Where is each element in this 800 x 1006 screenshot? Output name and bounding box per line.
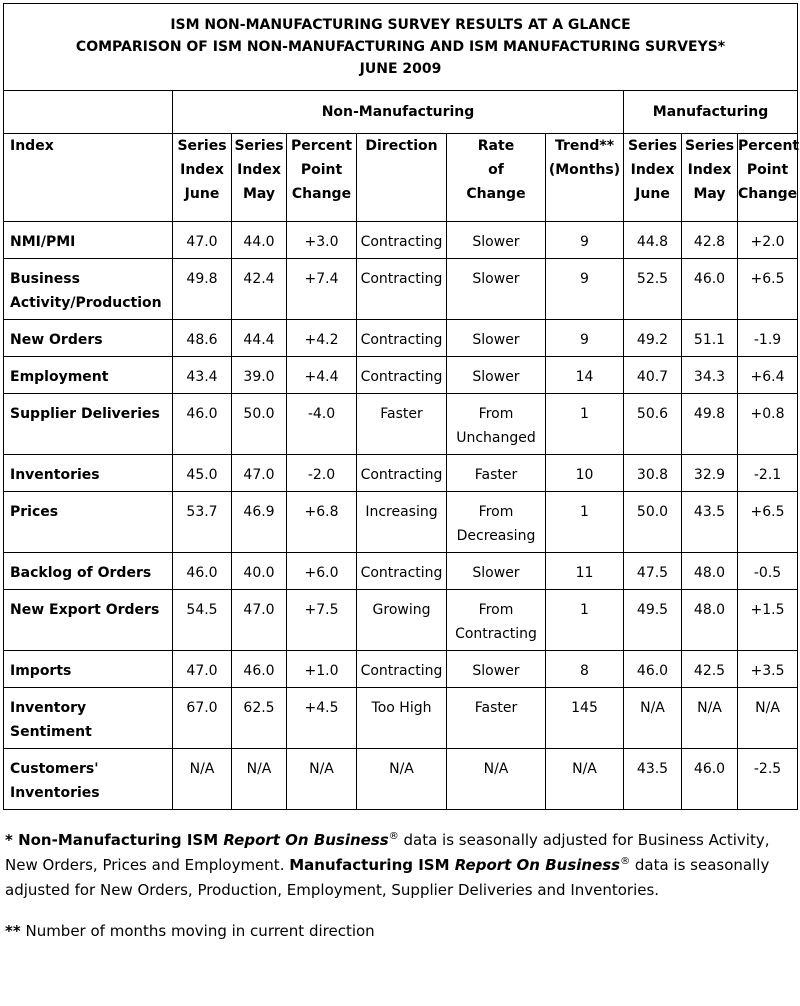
footnote-2-text: Number of months moving in current direction bbox=[20, 922, 375, 940]
cell-trend: 10 bbox=[546, 455, 624, 492]
cell-index: Imports bbox=[4, 651, 173, 688]
cell-nm-june: 53.7 bbox=[173, 492, 232, 553]
cell-nm-change: +6.0 bbox=[287, 553, 357, 590]
cell-direction: Faster bbox=[357, 394, 447, 455]
cell-rate-of-change: Slower bbox=[447, 320, 546, 357]
ism-results-table bbox=[3, 3, 798, 810]
cell-trend: 1 bbox=[546, 394, 624, 455]
cell-m-june: 40.7 bbox=[624, 357, 682, 394]
cell-m-change: +6.4 bbox=[738, 357, 798, 394]
cell-rate-of-change: Slower bbox=[447, 357, 546, 394]
cell-m-change: +1.5 bbox=[738, 590, 798, 651]
footnote-1 bbox=[5, 828, 797, 903]
cell-nm-june: 46.0 bbox=[173, 394, 232, 455]
header-nm-may: Series Index May bbox=[232, 134, 287, 222]
cell-nm-change: +1.0 bbox=[287, 651, 357, 688]
footnote-1-nm-label: Non-Manufacturing ISM bbox=[18, 831, 224, 849]
cell-rate-of-change: From Contracting bbox=[447, 590, 546, 651]
cell-nm-change: +3.0 bbox=[287, 222, 357, 259]
cell-index: Inventory Sentiment bbox=[4, 688, 173, 749]
cell-m-change: +6.5 bbox=[738, 492, 798, 553]
footnote-1-text-2: data is seasonally adjusted for New Orders, Production, Employment, Supplier Deliveries and Inventories. bbox=[5, 856, 770, 899]
cell-nm-change: N/A bbox=[287, 749, 357, 810]
cell-index: Customers' Inventories bbox=[4, 749, 173, 810]
cell-nm-may: 44.0 bbox=[232, 222, 287, 259]
cell-index: Supplier Deliveries bbox=[4, 394, 173, 455]
cell-nm-change: +7.4 bbox=[287, 259, 357, 320]
group-blank-cell bbox=[4, 91, 173, 134]
cell-nm-may: N/A bbox=[232, 749, 287, 810]
cell-rate-of-change: Slower bbox=[447, 553, 546, 590]
cell-nm-change: +6.8 bbox=[287, 492, 357, 553]
cell-m-june: 30.8 bbox=[624, 455, 682, 492]
registered-mark-1: ® bbox=[388, 831, 399, 842]
cell-m-change: +0.8 bbox=[738, 394, 798, 455]
cell-index: NMI/PMI bbox=[4, 222, 173, 259]
cell-direction: Contracting bbox=[357, 222, 447, 259]
cell-trend: 8 bbox=[546, 651, 624, 688]
cell-trend: 14 bbox=[546, 357, 624, 394]
registered-mark-2: ® bbox=[620, 856, 631, 867]
footnotes bbox=[3, 828, 797, 944]
table-row bbox=[4, 320, 798, 357]
cell-index: Inventories bbox=[4, 455, 173, 492]
column-header-row bbox=[4, 134, 798, 222]
table-row bbox=[4, 394, 798, 455]
cell-m-june: 50.0 bbox=[624, 492, 682, 553]
header-m-change: Percent Point Change bbox=[738, 134, 798, 222]
footnote-2-stars: ** bbox=[5, 922, 21, 940]
cell-index: New Export Orders bbox=[4, 590, 173, 651]
cell-m-may: 42.5 bbox=[682, 651, 738, 688]
cell-direction: Increasing bbox=[357, 492, 447, 553]
cell-m-june: N/A bbox=[624, 688, 682, 749]
cell-trend: 11 bbox=[546, 553, 624, 590]
group-non-manufacturing: Non-Manufacturing bbox=[173, 91, 624, 134]
cell-m-may: 32.9 bbox=[682, 455, 738, 492]
cell-index: New Orders bbox=[4, 320, 173, 357]
cell-m-june: 46.0 bbox=[624, 651, 682, 688]
cell-nm-may: 50.0 bbox=[232, 394, 287, 455]
cell-m-change: -0.5 bbox=[738, 553, 798, 590]
cell-nm-june: 48.6 bbox=[173, 320, 232, 357]
cell-m-june: 49.5 bbox=[624, 590, 682, 651]
cell-nm-june: 54.5 bbox=[173, 590, 232, 651]
table-row bbox=[4, 357, 798, 394]
cell-index: Employment bbox=[4, 357, 173, 394]
header-nm-change: Percent Point Change bbox=[287, 134, 357, 222]
cell-trend: 145 bbox=[546, 688, 624, 749]
cell-m-may: 46.0 bbox=[682, 259, 738, 320]
header-trend: Trend** (Months) bbox=[546, 134, 624, 222]
cell-m-june: 49.2 bbox=[624, 320, 682, 357]
cell-trend: 1 bbox=[546, 492, 624, 553]
cell-rate-of-change: Slower bbox=[447, 222, 546, 259]
table-row bbox=[4, 688, 798, 749]
table-title bbox=[4, 4, 798, 91]
title-line-3: JUNE 2009 bbox=[359, 61, 442, 77]
table-row bbox=[4, 222, 798, 259]
cell-rate-of-change: From Decreasing bbox=[447, 492, 546, 553]
cell-nm-may: 47.0 bbox=[232, 590, 287, 651]
cell-nm-change: -4.0 bbox=[287, 394, 357, 455]
cell-nm-june: 47.0 bbox=[173, 222, 232, 259]
cell-m-change: +2.0 bbox=[738, 222, 798, 259]
cell-nm-may: 62.5 bbox=[232, 688, 287, 749]
header-nm-june: Series Index June bbox=[173, 134, 232, 222]
cell-m-change: +6.5 bbox=[738, 259, 798, 320]
cell-m-june: 50.6 bbox=[624, 394, 682, 455]
cell-m-change: N/A bbox=[738, 688, 798, 749]
cell-m-may: 34.3 bbox=[682, 357, 738, 394]
cell-m-may: 49.8 bbox=[682, 394, 738, 455]
cell-nm-change: +4.4 bbox=[287, 357, 357, 394]
table-row bbox=[4, 492, 798, 553]
cell-m-june: 44.8 bbox=[624, 222, 682, 259]
cell-m-change: -1.9 bbox=[738, 320, 798, 357]
cell-nm-june: 49.8 bbox=[173, 259, 232, 320]
table-row bbox=[4, 455, 798, 492]
cell-trend: N/A bbox=[546, 749, 624, 810]
cell-m-change: +3.5 bbox=[738, 651, 798, 688]
cell-direction: Contracting bbox=[357, 553, 447, 590]
header-rate-of-change: Rate of Change bbox=[447, 134, 546, 222]
header-direction: Direction bbox=[357, 134, 447, 222]
table-row bbox=[4, 553, 798, 590]
cell-direction: N/A bbox=[357, 749, 447, 810]
cell-nm-may: 42.4 bbox=[232, 259, 287, 320]
cell-nm-may: 46.9 bbox=[232, 492, 287, 553]
cell-m-change: -2.5 bbox=[738, 749, 798, 810]
header-index: Index bbox=[4, 134, 173, 222]
cell-m-may: 42.8 bbox=[682, 222, 738, 259]
table-row bbox=[4, 259, 798, 320]
cell-m-june: 43.5 bbox=[624, 749, 682, 810]
cell-nm-june: 43.4 bbox=[173, 357, 232, 394]
cell-nm-may: 47.0 bbox=[232, 455, 287, 492]
cell-rate-of-change: Slower bbox=[447, 651, 546, 688]
cell-direction: Too High bbox=[357, 688, 447, 749]
cell-direction: Growing bbox=[357, 590, 447, 651]
cell-nm-may: 40.0 bbox=[232, 553, 287, 590]
cell-nm-may: 46.0 bbox=[232, 651, 287, 688]
cell-m-may: 43.5 bbox=[682, 492, 738, 553]
cell-nm-june: 47.0 bbox=[173, 651, 232, 688]
header-m-may: Series Index May bbox=[682, 134, 738, 222]
title-line-1: ISM NON-MANUFACTURING SURVEY RESULTS AT A GLANCE bbox=[170, 17, 631, 33]
cell-m-may: N/A bbox=[682, 688, 738, 749]
cell-nm-change: +7.5 bbox=[287, 590, 357, 651]
cell-m-june: 52.5 bbox=[624, 259, 682, 320]
cell-nm-may: 44.4 bbox=[232, 320, 287, 357]
cell-m-may: 48.0 bbox=[682, 553, 738, 590]
cell-direction: Contracting bbox=[357, 651, 447, 688]
cell-trend: 1 bbox=[546, 590, 624, 651]
cell-rate-of-change: Faster bbox=[447, 455, 546, 492]
cell-nm-change: +4.5 bbox=[287, 688, 357, 749]
footnote-1-rob-1: Report On Business bbox=[223, 831, 389, 849]
cell-nm-june: 67.0 bbox=[173, 688, 232, 749]
cell-nm-change: +4.2 bbox=[287, 320, 357, 357]
footnote-1-rob-2: Report On Business bbox=[454, 856, 621, 874]
cell-rate-of-change: Slower bbox=[447, 259, 546, 320]
table-row bbox=[4, 590, 798, 651]
group-manufacturing: Manufacturing bbox=[624, 91, 798, 134]
cell-index: Business Activity/Production bbox=[4, 259, 173, 320]
cell-nm-change: -2.0 bbox=[287, 455, 357, 492]
cell-direction: Contracting bbox=[357, 455, 447, 492]
document bbox=[3, 3, 800, 944]
cell-direction: Contracting bbox=[357, 320, 447, 357]
title-line-2: COMPARISON OF ISM NON-MANUFACTURING AND ISM MANUFACTURING SURVEYS* bbox=[75, 39, 726, 55]
cell-index: Backlog of Orders bbox=[4, 553, 173, 590]
cell-trend: 9 bbox=[546, 222, 624, 259]
header-m-june: Series Index June bbox=[624, 134, 682, 222]
cell-rate-of-change: Faster bbox=[447, 688, 546, 749]
footnote-1-star: * bbox=[5, 831, 19, 849]
cell-rate-of-change: N/A bbox=[447, 749, 546, 810]
cell-direction: Contracting bbox=[357, 259, 447, 320]
cell-nm-june: N/A bbox=[173, 749, 232, 810]
cell-m-may: 51.1 bbox=[682, 320, 738, 357]
footnote-2 bbox=[5, 919, 797, 944]
cell-m-change: -2.1 bbox=[738, 455, 798, 492]
cell-direction: Contracting bbox=[357, 357, 447, 394]
table-row bbox=[4, 749, 798, 810]
cell-trend: 9 bbox=[546, 320, 624, 357]
cell-trend: 9 bbox=[546, 259, 624, 320]
table-row bbox=[4, 651, 798, 688]
cell-index: Prices bbox=[4, 492, 173, 553]
footnote-1-m-label: Manufacturing ISM bbox=[289, 856, 455, 874]
cell-nm-june: 45.0 bbox=[173, 455, 232, 492]
cell-m-june: 47.5 bbox=[624, 553, 682, 590]
footnote-1-text-1: data is seasonally adjusted for Business Activity, New Orders, Prices and Employment. bbox=[5, 831, 770, 874]
cell-nm-may: 39.0 bbox=[232, 357, 287, 394]
cell-m-may: 46.0 bbox=[682, 749, 738, 810]
cell-nm-june: 46.0 bbox=[173, 553, 232, 590]
cell-rate-of-change: From Unchanged bbox=[447, 394, 546, 455]
cell-m-may: 48.0 bbox=[682, 590, 738, 651]
